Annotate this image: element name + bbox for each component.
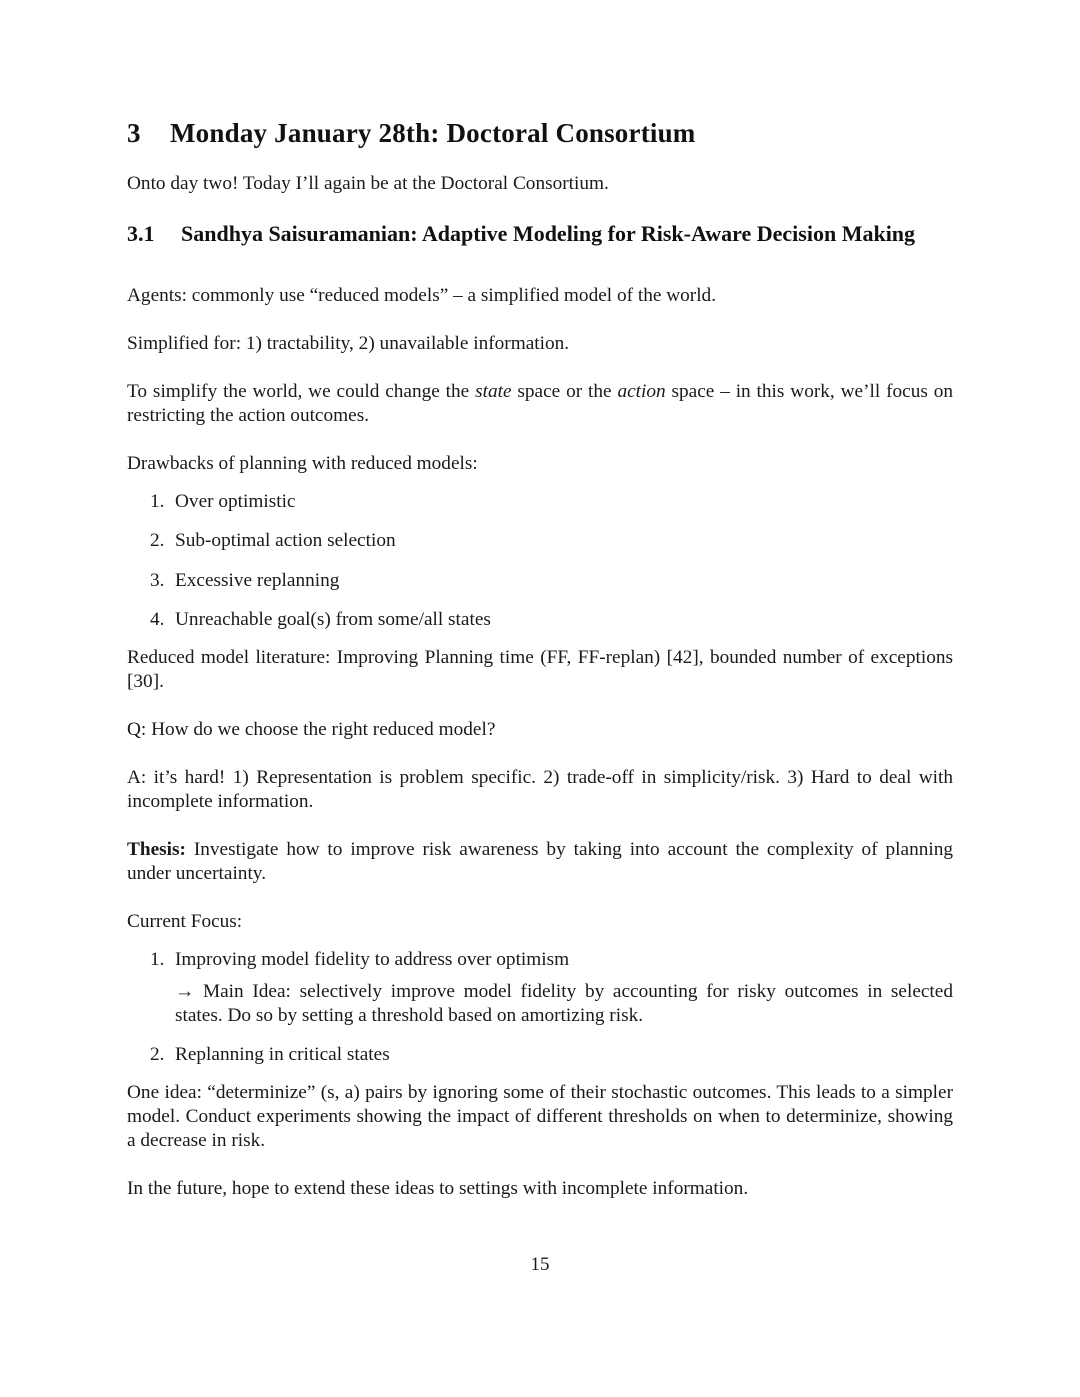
answer-paragraph: A: it’s hard! 1) Representation is problem specific. 2) trade-off in simplicity/risk. 3) Hard to deal with incomplete information.: [127, 767, 953, 812]
action-term: action: [617, 381, 666, 402]
subsection-heading: [127, 221, 953, 246]
one-idea-paragraph: One idea: “determinize” (s, a) pairs by ignoring some of their stochastic outcomes. This leads to a simpler model. Conduct experiments showing the impact of different thresholds on when to determinize, showing a decrease in risk.: [127, 1082, 953, 1151]
thesis-text: Investigate how to improve risk awareness by taking into account the complexity of planning under uncertainty.: [127, 839, 953, 884]
thesis-label: Thesis:: [127, 839, 186, 860]
section-heading: [127, 118, 957, 149]
future-paragraph: In the future, hope to extend these ideas to settings with incomplete information.: [127, 1178, 749, 1199]
subsection-title: Sandhya Saisuramanian: Adaptive Modeling for Risk-Aware Decision Making: [181, 221, 916, 246]
list-number: 1.: [150, 949, 165, 970]
list-item: [150, 1043, 950, 1067]
list-number: 3.: [150, 570, 165, 591]
list-number: 2.: [150, 1044, 165, 1065]
simplify-mid: space or the: [511, 381, 618, 402]
list-item: [150, 608, 950, 632]
page-number: 15: [530, 1254, 550, 1275]
list-item: [150, 490, 950, 514]
simplify-post: space – in this work, we’ll focus on restricting the action outcomes.: [127, 381, 953, 426]
intro-paragraph: Onto day two! Today I’ll again be at the Doctoral Consortium.: [127, 173, 609, 194]
list-text: Unreachable goal(s) from some/all states: [175, 609, 491, 630]
list-text: Sub-optimal action selection: [175, 530, 396, 551]
list-text: Replanning in critical states: [175, 1044, 390, 1065]
list-text: Over optimistic: [175, 491, 296, 512]
section-number: 3: [127, 118, 141, 148]
list-text: Improving model fidelity to address over optimism: [175, 949, 570, 970]
list-number: 1.: [150, 491, 165, 512]
current-focus-paragraph: Current Focus:: [127, 911, 243, 932]
list-item: [150, 948, 950, 972]
list-item: [150, 529, 950, 553]
thesis-paragraph: [127, 838, 953, 886]
simplified-paragraph: Simplified for: 1) tractability, 2) unavailable information.: [127, 333, 570, 354]
state-term: state: [475, 381, 512, 402]
question-paragraph: Q: How do we choose the right reduced model?: [127, 719, 496, 740]
focus-note: → Main Idea: selectively improve model fidelity by accounting for risky outcomes in selected states. Do so by setting a threshold based on amortizing risk.: [175, 981, 953, 1026]
list-text: Excessive replanning: [175, 570, 340, 591]
subsection-number: 3.1: [127, 221, 155, 246]
simplify-paragraph: [127, 380, 953, 428]
list-item: [150, 569, 950, 593]
list-number: 2.: [150, 530, 165, 551]
list-number: 4.: [150, 609, 165, 630]
drawbacks-paragraph: Drawbacks of planning with reduced models:: [127, 453, 478, 474]
agents-paragraph: Agents: commonly use “reduced models” – a simplified model of the world.: [127, 285, 717, 306]
simplify-pre: To simplify the world, we could change the: [127, 381, 476, 402]
literature-paragraph: Reduced model literature: Improving Planning time (FF, FF-replan) [42], bounded number of exceptions [30].: [127, 647, 953, 692]
section-title: Monday January 28th: Doctoral Consortium: [170, 118, 696, 148]
